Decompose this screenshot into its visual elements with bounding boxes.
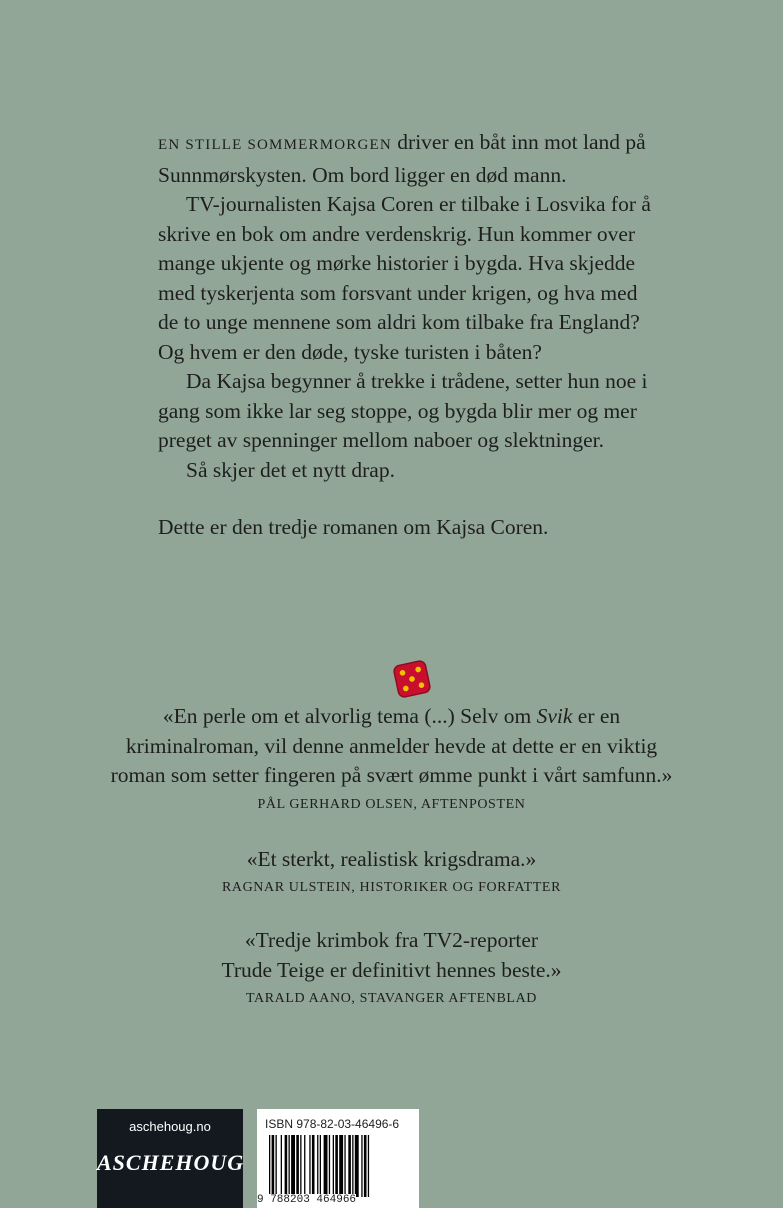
blurb-lead-in: EN STILLE SOMMERMORGEN [158, 137, 392, 153]
blurb-paragraph-2: TV-journalisten Kajsa Coren er tilbake i Losvika for å skrive en bok om andre verdenskrig. Hun kommer over mange ukjente og mørke historier i bygda. Hva skjedde med tyskerjenta som forsvant under krigen, og hva med de to unge mennene som aldri kom tilbake fra England? Og hvem er den døde, tyske turisten i båten? [158, 192, 651, 364]
quote-line: Trude Teige er definitivt hennes beste.» [221, 957, 562, 982]
quote-line: kriminalroman, vil denne anmelder hevde at dette er en viktig [125, 733, 658, 758]
review-quotes [0, 702, 783, 1009]
barcode-bar [281, 1135, 282, 1197]
quote-line: roman som setter fingeren på svært ømme punkt i vårt samfunn.» [110, 763, 673, 787]
barcode-bar [355, 1135, 359, 1197]
review-quote-3 [0, 926, 783, 1009]
barcode-bar [320, 1135, 321, 1197]
barcode-bar [361, 1135, 362, 1197]
barcode-bar [289, 1135, 290, 1197]
isbn-barcode [257, 1109, 419, 1208]
barcode-bar [304, 1135, 305, 1197]
quote-line: «Tredje krimbok fra TV2-reporter [244, 928, 539, 952]
barcode-bar [300, 1135, 301, 1197]
barcode-bar [364, 1135, 367, 1197]
blurb-closing-line: Dette er den tredje romanen om Kajsa Coren. [158, 515, 549, 539]
blurb-paragraph-4: Så skjer det et nytt drap. [186, 457, 395, 482]
barcode-bar [344, 1135, 345, 1197]
blurb-paragraph-3: Da Kajsa begynner å trekke i trådene, setter hun noe i gang som ikke lar seg stoppe, og bygda blir mer og mer preget av spenninger mellom naboer og slektninger. [158, 369, 648, 452]
barcode-digits: 9 788203 464966 [257, 1194, 357, 1206]
review-quote-2 [0, 845, 783, 899]
back-cover-blurb [158, 128, 658, 543]
barcode-bar [348, 1135, 351, 1197]
blurb-opening-text: driver en båt inn mot land på Sunnmørskysten. Om bord ligger en død mann. [158, 130, 646, 187]
barcode-bar [352, 1135, 353, 1197]
quote-source: PÅL GERHARD OLSEN, AFTENPOSTEN [257, 796, 526, 812]
barcode-bar [309, 1135, 310, 1197]
quote-line: «En perle om et alvorlig tema (...) Selv om [162, 704, 537, 728]
publisher-url: aschehoug.no [129, 1119, 211, 1134]
barcode-bar [335, 1135, 338, 1197]
barcode-bar [276, 1135, 277, 1197]
review-quote-1 [0, 702, 783, 815]
barcode-bar [333, 1135, 334, 1197]
quote-text [0, 845, 783, 875]
barcode-bar [269, 1135, 270, 1197]
quote-line: «Et sterkt, realistisk krigsdrama.» [246, 846, 537, 871]
barcode-bar [339, 1135, 343, 1197]
quote-text [0, 702, 783, 791]
barcode-bar [329, 1135, 330, 1197]
isbn-label: ISBN 978-82-03-46496-6 [265, 1117, 400, 1131]
barcode-bar [368, 1135, 369, 1197]
quote-source: TARALD AANO, STAVANGER AFTENBLAD [245, 991, 538, 1006]
barcode-bar [285, 1135, 288, 1197]
publisher-logo: ASCHEHOUG [97, 1150, 245, 1175]
publisher-block [97, 1109, 243, 1208]
barcode-bars [265, 1135, 411, 1197]
barcode-bar [291, 1135, 295, 1197]
barcode-bar [272, 1135, 275, 1197]
barcode-bar [296, 1135, 299, 1197]
quote-line: er en [572, 704, 621, 728]
barcode-bar [317, 1135, 318, 1197]
barcode-bar [312, 1135, 315, 1197]
quote-source: RAGNAR ULSTEIN, HISTORIKER OG FORFATTER [221, 880, 562, 895]
dice-five-icon [391, 658, 433, 700]
blurb-paragraph-1 [158, 128, 658, 190]
book-title-italic: Svik [536, 704, 573, 728]
barcode-bar [324, 1135, 328, 1197]
quote-text [0, 926, 783, 985]
